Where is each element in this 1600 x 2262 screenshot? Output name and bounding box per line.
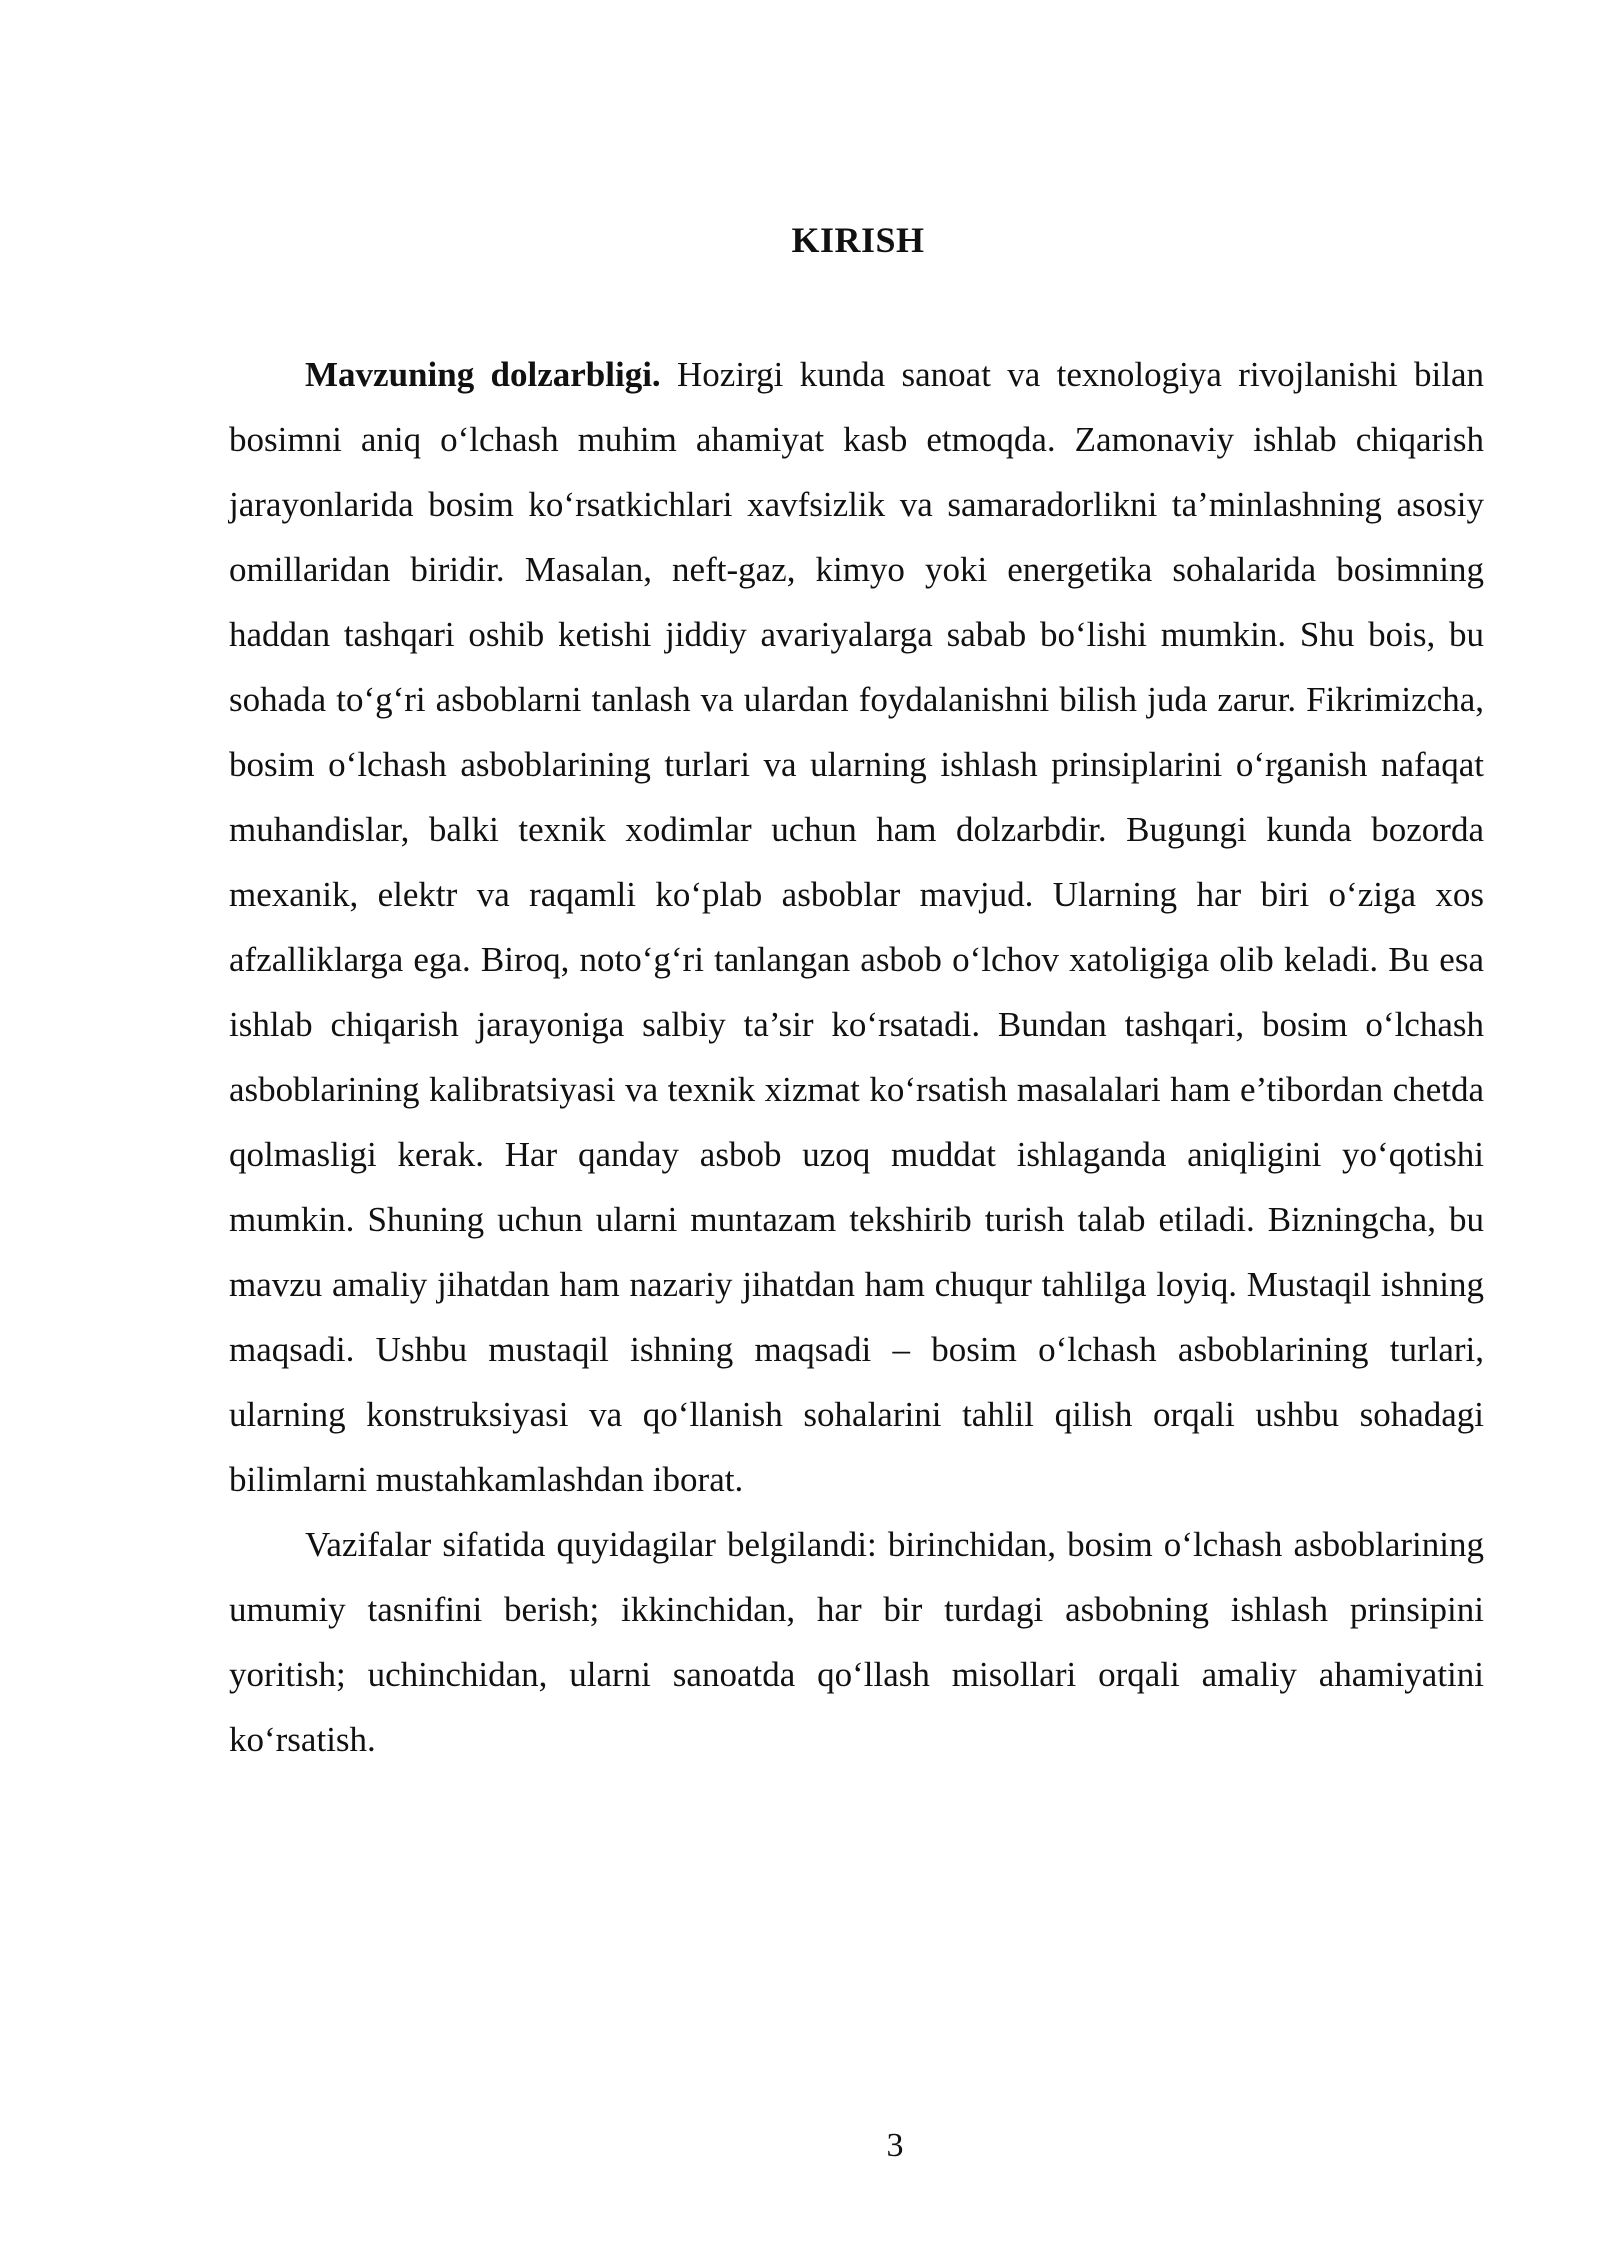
- page-title: KIRISH: [791, 220, 925, 260]
- paragraph-lead: Mavzuning dolzarbligi.: [305, 355, 661, 394]
- paragraph-text: Hozirgi kunda sanoat va texnologiya rivojlanishi bilan bosimni aniq o‘lchash muhim ahamiyat kasb etmoqda. Zamonaviy ishlab chiqarish jarayonlarida bosim ko‘rsatkichlari xavfsizlik va samaradorlikni ta’minlashning asosiy omillaridan biridir. Masalan, neft-gaz, kimyo yoki energetika sohalarida bosimning haddan tashqari oshib ketishi jiddiy avariyalarga sabab bo‘lishi mumkin. Shu bois, bu sohada to‘g‘ri asboblarni tanlash va ulardan foydalanishni bilish juda zarur. Fikrimizcha, bosim o‘lchash asboblarining turlari va ularning ishlash prinsiplarini o‘rganish nafaqat muhandislar, balki texnik xodimlar uchun ham dolzarbdir. Bugungi kunda bozorda mexanik, elektr va raqamli ko‘plab asboblar mavjud. Ularning har biri o‘ziga xos afzalliklarga ega. Biroq, noto‘g‘ri tanlangan asbob o‘lchov xatoligiga olib keladi. Bu esa ishlab chiqarish jarayoniga salbiy ta’sir ko‘rsatadi. Bundan tashqari, bosim o‘lchash asboblarining kalibratsiyasi va texnik xizmat ko‘rsatish masalalari ham e’tibordan chetda qolmasligi kerak. Har qanday asbob uzoq muddat ishlaganda aniqligini yo‘qotishi mumkin. Shuning uchun ularni muntazam tekshirib turish talab etiladi. Bizningcha, bu mavzu amaliy jihatdan ham nazariy jihatdan ham chuqur tahlilga loyiq. Mustaqil ishning maqsadi. Ushbu mustaqil ishning maqsadi – bosim o‘lchash asboblarining turlari, ularning konstruksiyasi va qo‘llanish sohalarini tahlil qilish orqali ushbu sohadagi bilimlarni mustahkamlashdan iborat.: [229, 355, 1485, 1499]
- paragraph-tasks: [229, 1512, 1484, 1772]
- paragraph-text: Vazifalar sifatida quyidagilar belgilandi: birinchidan, bosim o‘lchash asboblarining umumiy tasnifini berish; ikkinchidan, har bir turdagi asbobning ishlash prinsipini yoritish; uchinchidan, ularni sanoatda qo‘llash misollari orqali amaliy ahamiyatini ko‘rsatish.: [229, 1525, 1484, 1759]
- body-text: [229, 342, 1484, 1772]
- paragraph-relevance: [229, 342, 1484, 1512]
- page-number: 3: [886, 2127, 904, 2164]
